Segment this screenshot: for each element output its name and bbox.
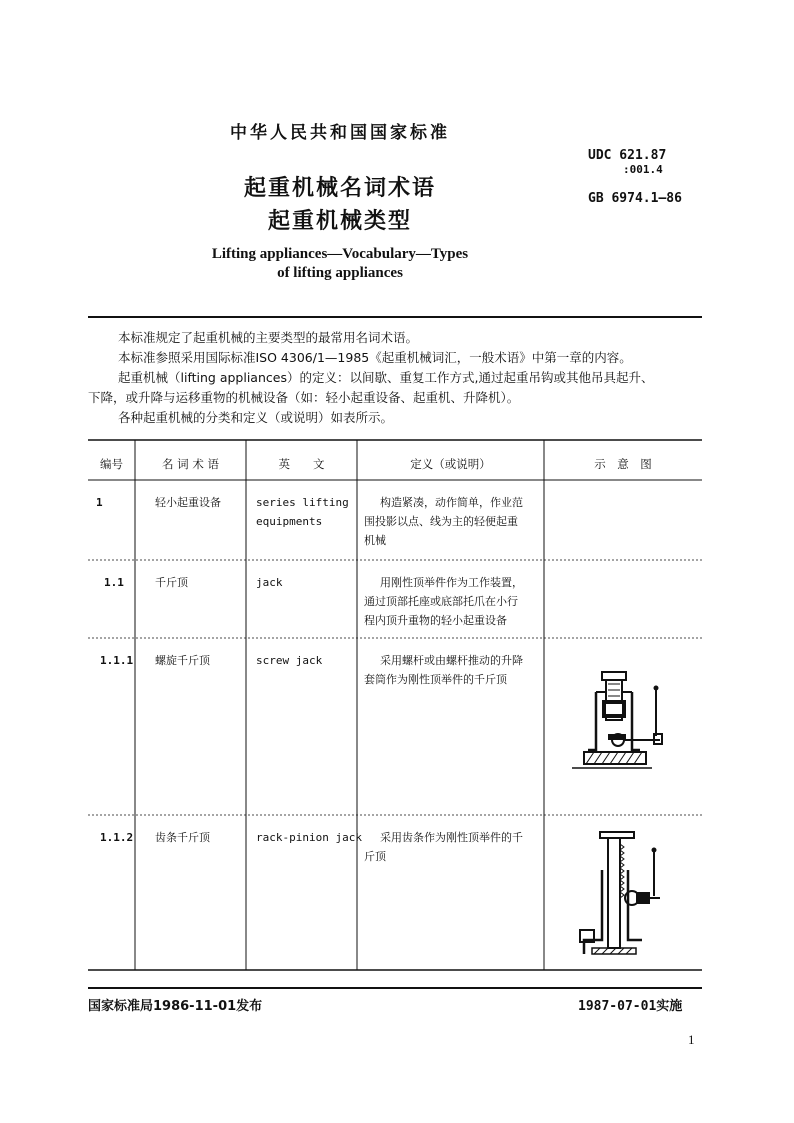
intro-paragraph: 本标准参照采用国际标准ISO 4306/1—1985《起重机械词汇，一般术语》中第一章的内容。	[118, 350, 632, 365]
definition-line: 构造紧凑，动作简单，作业范	[380, 496, 523, 509]
table-row-number: 1.1	[104, 576, 124, 589]
col-header-term: 名 词 术 语	[162, 457, 219, 471]
intro-paragraph: 起重机械（lifting appliances）的定义：以间歇、重复工作方式,通过起重吊钩或其他吊具起升、	[118, 370, 654, 385]
intro-paragraph: 本标准规定了起重机械的主要类型的最常用名词术语。	[118, 330, 419, 345]
english-line: equipments	[256, 515, 323, 528]
definition-line: 采用齿条作为刚性顶举件的千	[380, 831, 523, 844]
table-row-definition	[364, 828, 540, 866]
footer-divider	[88, 987, 702, 989]
table-row-number: 1.1.1	[100, 654, 134, 667]
table-row-number: 1	[96, 496, 103, 509]
col-header-number: 编号	[100, 457, 123, 471]
definition-line: 机械	[364, 534, 386, 547]
english-line: series lifting	[256, 496, 349, 509]
definition-line: 采用螺杆或由螺杆推动的升降	[380, 654, 523, 667]
screw-jack-diagram	[572, 660, 672, 780]
table-row-english: rack-pinion jack	[256, 831, 362, 844]
table-row-definition	[364, 573, 540, 630]
definition-line: 程内顶升重物的轻小起重设备	[364, 614, 507, 627]
english-title-line2: of lifting appliances	[277, 265, 403, 281]
rack-jack-diagram	[572, 830, 672, 960]
main-title-line1: 起重机械名词术语	[243, 176, 436, 201]
page-number: 1	[688, 1032, 695, 1047]
table-row-term: 轻小起重设备	[155, 496, 221, 509]
udc-code-suffix: :001.4	[623, 163, 663, 176]
issue-date: 国家标准局1986-11-01发布	[88, 999, 263, 1014]
col-header-definition: 定义（或说明）	[410, 457, 491, 471]
table-row-english: jack	[256, 576, 283, 589]
table-row-term: 齿条千斤顶	[155, 831, 210, 844]
table-row-term: 螺旋千斤顶	[155, 654, 210, 667]
definition-line: 用刚性顶举件作为工作装置，	[380, 576, 523, 589]
standard-title: 中华人民共和国国家标准	[230, 123, 450, 143]
table-row-english	[256, 493, 349, 531]
main-title-line2: 起重机械类型	[267, 209, 412, 234]
col-header-english: 英 文	[278, 457, 325, 471]
table-row-definition	[364, 493, 540, 550]
udc-code: UDC 621.87	[588, 148, 667, 163]
english-title-line1: Lifting appliances—Vocabulary—Types	[211, 246, 469, 262]
gb-code: GB 6974.1—86	[588, 191, 682, 206]
table-row-definition	[364, 651, 540, 689]
definition-line: 斤顶	[364, 850, 386, 863]
definition-line: 通过顶部托座或底部托爪在小行	[364, 595, 518, 608]
col-header-diagram: 示 意 图	[594, 457, 652, 471]
definition-line: 套筒作为刚性顶举件的千斤顶	[364, 673, 507, 686]
table-row-english: screw jack	[256, 654, 323, 667]
definition-line: 围投影以点、线为主的轻便起重	[364, 515, 518, 528]
effective-date: 1987-07-01实施	[578, 999, 683, 1014]
intro-paragraph: 各种起重机械的分类和定义（或说明）如表所示。	[118, 410, 394, 425]
table-row-number: 1.1.2	[100, 831, 134, 844]
table-row-term: 千斤顶	[155, 576, 188, 589]
intro-paragraph: 下降，或升降与运移重物的机械设备（如：轻小起重设备、起重机、升降机）。	[88, 390, 520, 405]
